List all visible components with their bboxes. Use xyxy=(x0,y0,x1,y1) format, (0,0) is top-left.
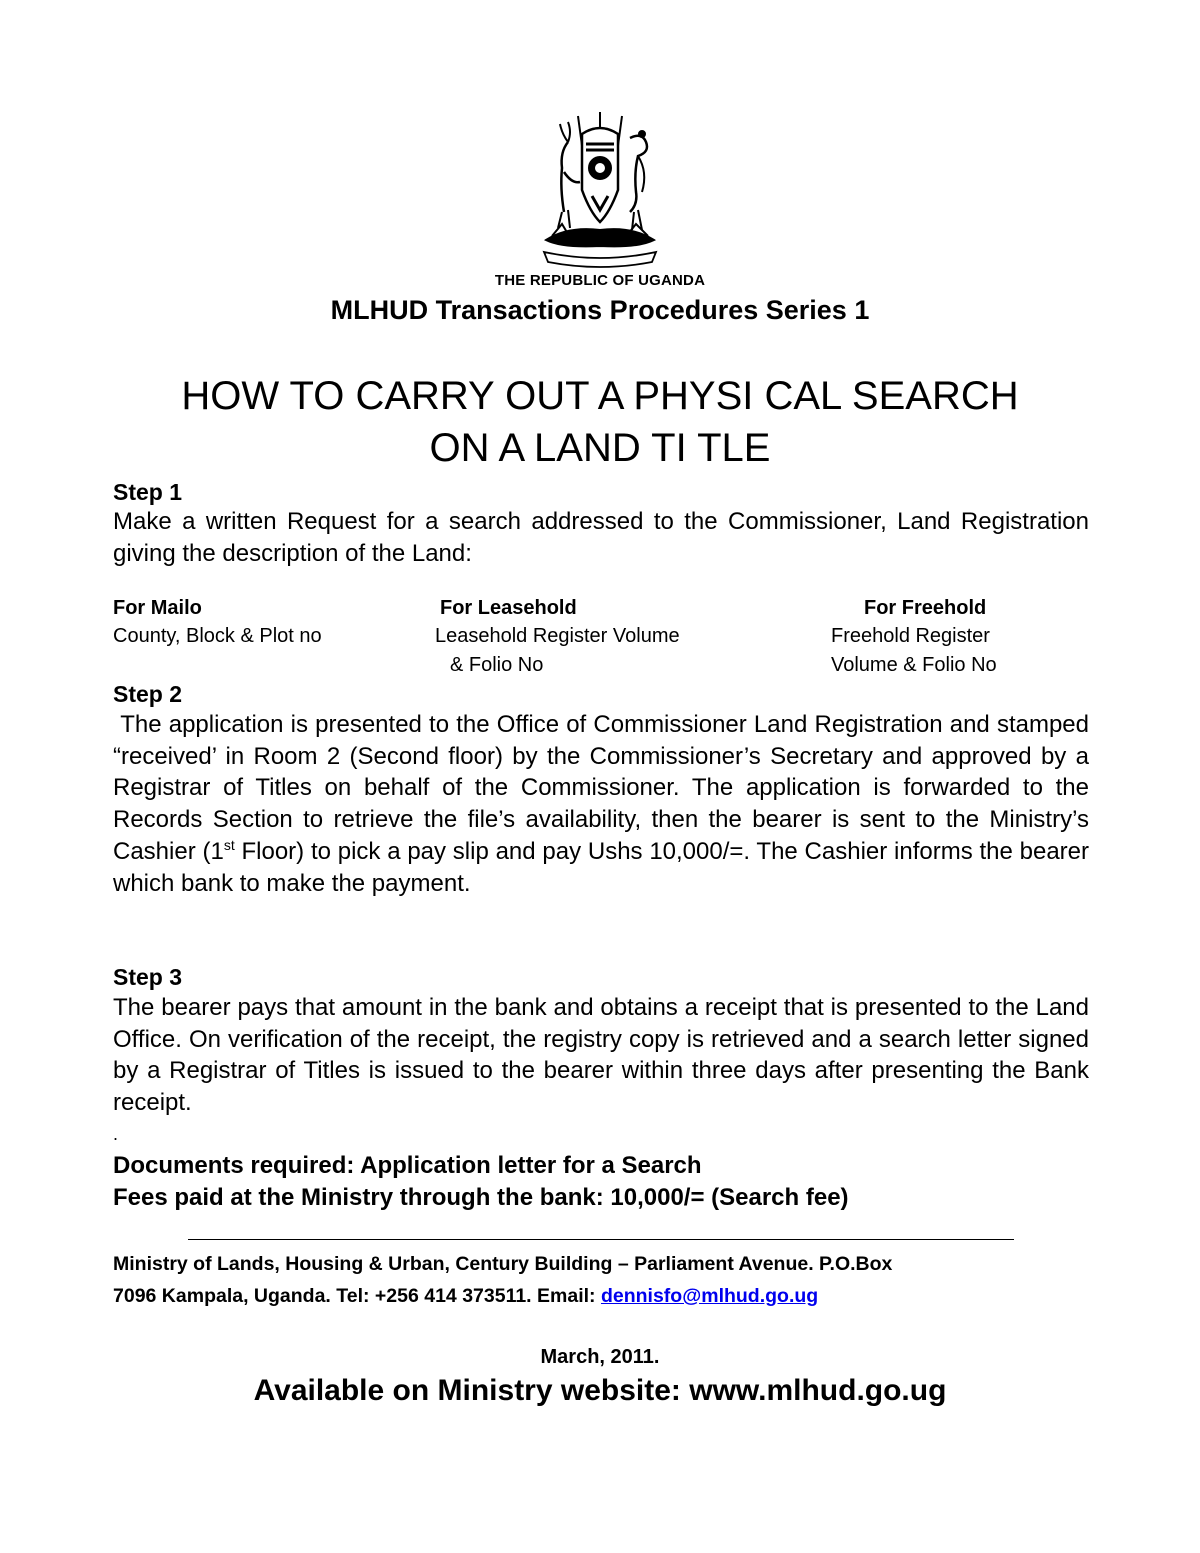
column-leasehold-text-line1: Leasehold Register Volume xyxy=(435,625,680,647)
column-freehold-text-line2: Volume & Folio No xyxy=(831,654,997,676)
page-title-line2: ON A LAND TI TLE xyxy=(429,426,771,470)
website-notice: Available on Ministry website: www.mlhud.go.ug xyxy=(253,1374,947,1407)
step1-text: Make a written Request for a search addressed to the Commissioner, Land Registration giving the description of the Land: xyxy=(113,508,1089,567)
republic-heading: THE REPUBLIC OF UGANDA xyxy=(494,272,706,289)
footer-divider xyxy=(188,1239,1014,1240)
address-line2 xyxy=(113,1285,818,1308)
page-title-line1: HOW TO CARRY OUT A PHYSI CAL SEARCH xyxy=(181,374,1019,418)
step3-text: The bearer pays that amount in the bank and obtains a receipt that is presented to the Land Office. On verification of the receipt, the registry copy is retrieved and a search letter signed by a Registrar of Titles is issued to the bearer within three days after presenting the Bank receipt. xyxy=(113,994,1089,1117)
column-leasehold-heading: For Leasehold xyxy=(440,597,577,619)
column-freehold-heading: For Freehold xyxy=(864,597,987,619)
column-mailo-heading: For Mailo xyxy=(113,597,202,619)
fees-paid: Fees paid at the Ministry through the bank: 10,000/= (Search fee) xyxy=(113,1184,849,1211)
step2-superscript: st xyxy=(223,836,235,853)
series-title: MLHUD Transactions Procedures Series 1 xyxy=(330,295,870,325)
step3-heading: Step 3 xyxy=(113,964,183,990)
step1-heading: Step 1 xyxy=(113,479,183,505)
step2-heading: Step 2 xyxy=(113,681,183,707)
address-line2-text: 7096 Kampala, Uganda. Tel: +256 414 373511. Email: xyxy=(113,1285,601,1307)
step2-text-a: The application is presented to the Office of Commissioner Land Registration and stamped “received’ in Room 2 (Second floor) by the Commissioner’s Secretary and approved by a Registrar of Titles on behalf of the Commissioner. The application is forwarded to the Records Section to retrieve the file’s availability, then the bearer is sent to the Ministry’s Cashier (1 xyxy=(113,711,1096,865)
column-mailo-text: County, Block & Plot no xyxy=(113,625,322,647)
email-link[interactable]: dennisfo@mlhud.go.ug xyxy=(600,1285,819,1307)
column-leasehold-text-line2: & Folio No xyxy=(450,654,544,676)
column-freehold-text-line1: Freehold Register xyxy=(831,625,990,647)
step2-text-b: Floor) to pick a pay slip and pay Ushs 10,000/=. The Cashier informs the bearer which bank to make the payment. xyxy=(113,837,1096,897)
publication-date: March, 2011. xyxy=(540,1346,660,1368)
step2-text xyxy=(113,709,1096,899)
address-line1: Ministry of Lands, Housing & Urban, Century Building – Parliament Avenue. P.O.Box xyxy=(113,1253,893,1275)
documents-required: Documents required: Application letter for a Search xyxy=(113,1152,702,1179)
separator-dot: . xyxy=(113,1124,119,1144)
uganda-coat-of-arms-icon xyxy=(538,112,662,268)
